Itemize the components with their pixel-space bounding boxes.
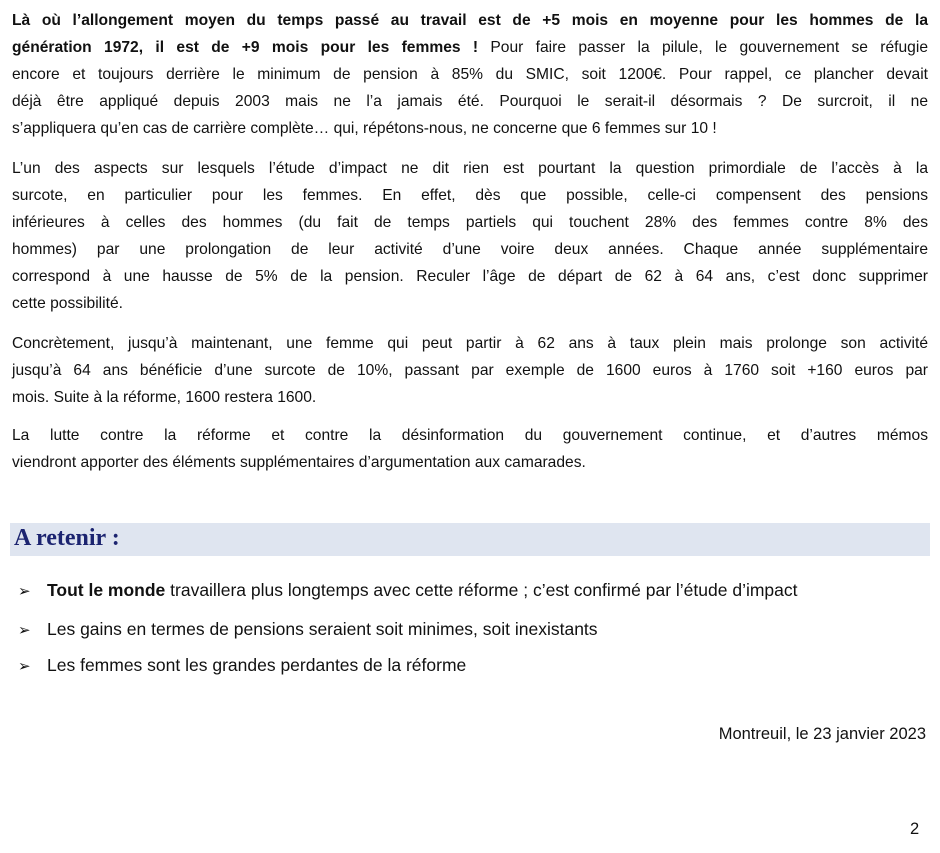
- arrow-bullet-icon: ➢: [18, 622, 31, 639]
- text-run: correspond à une hausse de 5% de la pension. Reculer l’âge de départ de 62 à 64 ans, c’est donc supprimer: [12, 268, 928, 285]
- paragraph: [12, 155, 928, 317]
- text-run: jusqu’à 64 ans bénéficie d’une surcote de 10%, passant par exemple de 1600 euros à 1760 soit +160 euros par: [12, 362, 928, 379]
- text-line: [12, 61, 928, 88]
- text-line: [12, 182, 928, 209]
- paragraph: [12, 7, 928, 142]
- text-line: [12, 115, 928, 142]
- page-number: 2: [910, 820, 920, 838]
- bullet-item: [18, 655, 466, 676]
- text-line: [12, 263, 928, 290]
- arrow-bullet-icon: ➢: [18, 658, 31, 675]
- text-line: [12, 34, 928, 61]
- text-run: viendront apporter des éléments supplémentaires d’argumentation aux camarades.: [12, 454, 586, 471]
- text-run: Pour faire passer la pilule, le gouvernement se réfugie: [478, 39, 928, 56]
- text-run: génération 1972, il est de +9 mois pour les femmes !: [12, 39, 479, 56]
- text-line: [12, 7, 928, 34]
- bullet-bold: Tout le monde: [47, 580, 166, 600]
- text-line: [12, 384, 928, 411]
- bullet-item: [18, 619, 598, 640]
- text-run: Là où l’allongement moyen du temps passé au travail est de +5 mois en moyenne pour les hommes de la: [12, 12, 928, 29]
- text-run: cette possibilité.: [12, 295, 123, 312]
- text-line: [12, 236, 928, 263]
- text-line: [12, 330, 928, 357]
- text-run: inférieures à celles des hommes (du fait de temps partiels qui touchent 28% des femmes contre 8% des: [12, 214, 928, 231]
- text-run: encore et toujours derrière le minimum de pension à 85% du SMIC, soit 1200€. Pour rappel, ce plancher devait: [12, 66, 928, 83]
- bullet-text: Les femmes sont les grandes perdantes de la réforme: [47, 655, 467, 675]
- bullet-item: [18, 580, 798, 601]
- text-run: s’appliquera qu’en cas de carrière complète… qui, répétons-nous, ne concerne que 6 femmes sur 10 !: [12, 120, 717, 137]
- signature-date: Montreuil, le 23 janvier 2023: [718, 725, 926, 743]
- arrow-bullet-icon: ➢: [18, 583, 31, 600]
- text-line: [12, 290, 928, 317]
- summary-heading-band: [10, 523, 930, 556]
- text-run: La lutte contre la réforme et contre la désinformation du gouvernement continue, et d’autres mémos: [12, 427, 928, 444]
- bullet-text: Les gains en termes de pensions seraient soit minimes, soit inexistants: [47, 619, 598, 639]
- paragraph: [12, 422, 928, 476]
- paragraph: [12, 330, 928, 411]
- summary-heading: A retenir :: [14, 525, 120, 551]
- text-run: hommes) par une prolongation de leur activité d’une voire deux années. Chaque année supplémentaire: [12, 241, 928, 258]
- text-run: L’un des aspects sur lesquels l’étude d’impact ne dit rien est pourtant la question primordiale de l’accès à la: [12, 160, 928, 177]
- text-run: mois. Suite à la réforme, 1600 restera 1600.: [12, 389, 317, 406]
- text-line: [12, 155, 928, 182]
- bullet-text: travaillera plus longtemps avec cette réforme ; c’est confirmé par l’étude d’impact: [165, 580, 798, 600]
- text-line: [12, 449, 928, 476]
- text-run: Concrètement, jusqu’à maintenant, une femme qui peut partir à 62 ans à taux plein mais prolonge son activité: [12, 335, 928, 352]
- text-run: déjà être appliqué depuis 2003 mais ne l’a jamais été. Pourquoi le serait-il désormais ? De surcroit, il ne: [12, 93, 928, 110]
- text-line: [12, 422, 928, 449]
- text-line: [12, 357, 928, 384]
- text-line: [12, 209, 928, 236]
- text-line: [12, 88, 928, 115]
- text-run: surcote, en particulier pour les femmes. En effet, dès que possible, celle-ci compensent des pensions: [12, 187, 928, 204]
